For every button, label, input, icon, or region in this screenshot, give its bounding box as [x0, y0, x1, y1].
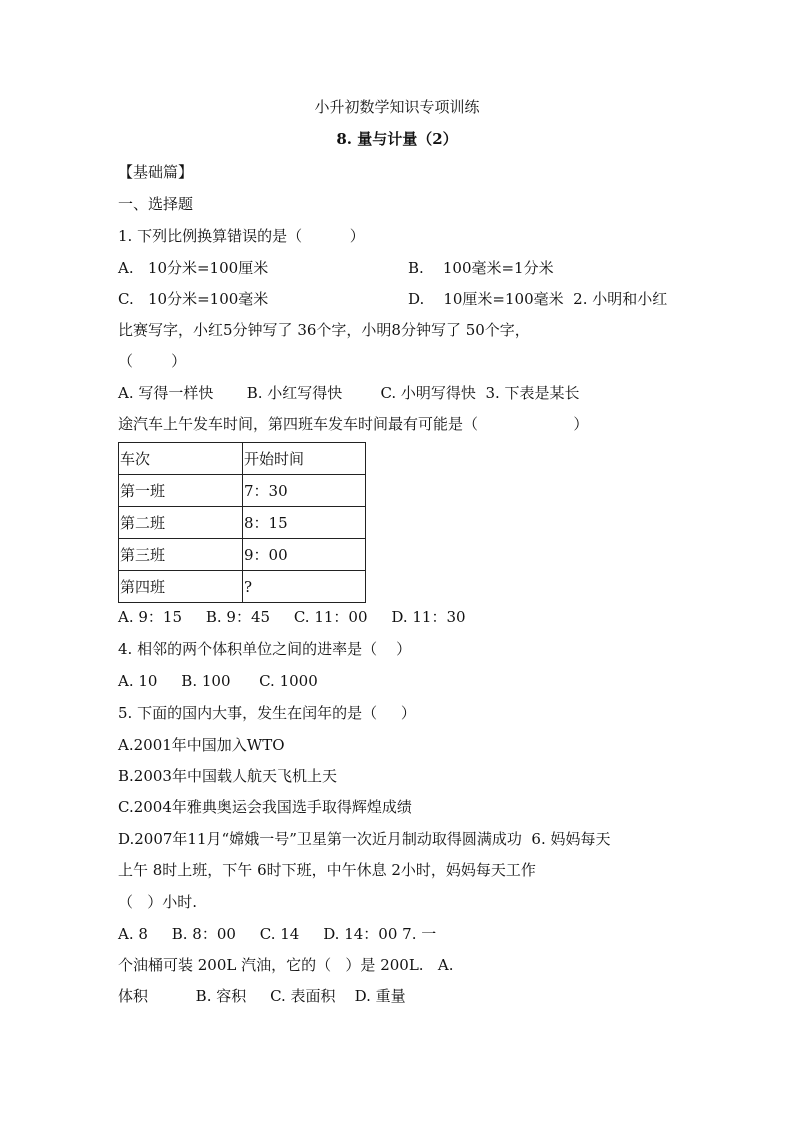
table-header-row: [119, 443, 366, 475]
document-title: 小升初数学知识专项训练: [314, 98, 480, 116]
question-5-option-b: B.2003年中国载人航天飞机上天: [118, 767, 337, 785]
table-cell: 第三班: [119, 539, 243, 571]
question-3-options: A. 9：15 B. 9：45 C. 11：00 D. 11：30: [118, 608, 466, 626]
table-row: [119, 475, 366, 507]
question-1-stem: 1. 下列比例换算错误的是（ ）: [118, 227, 365, 245]
table-row: [119, 539, 366, 571]
question-6-stem: 上午 8时上班，下午 6时下班，中午休息 2小时，妈妈每天工作: [118, 861, 536, 879]
question-6-options: A. 8 B. 8：00 C. 14 D. 14：00 7. 一: [118, 925, 437, 943]
part-heading: 一、选择题: [118, 195, 194, 213]
table-cell: 7：30: [243, 475, 366, 507]
question-5-option-a: A.2001年中国加入WTO: [118, 736, 285, 754]
question-4-options: A. 10 B. 100 C. 1000: [118, 672, 318, 690]
question-6-blank: （ ）小时.: [118, 893, 198, 911]
section-heading: 【基础篇】: [118, 163, 194, 181]
table-cell: ?: [243, 571, 366, 603]
table-header-cell: 车次: [119, 443, 243, 475]
question-1-option-a: A. 10分米=100厘米: [118, 259, 269, 277]
table-row: [119, 507, 366, 539]
question-2-options: A. 写得一样快 B. 小红写得快 C. 小明写得快 3. 下表是某长: [118, 384, 580, 402]
question-2-blank: （ ）: [118, 352, 187, 370]
question-7-options: 体积 B. 容积 C. 表面积 D. 重量: [118, 987, 406, 1005]
table-cell: 第四班: [119, 571, 243, 603]
table-cell: 第一班: [119, 475, 243, 507]
question-2-stem: 比赛写字，小红5分钟写了 36个字，小明8分钟写了 50个字，: [118, 321, 530, 339]
question-4-stem: 4. 相邻的两个体积单位之间的进率是（ ）: [118, 640, 412, 658]
table-row: [119, 571, 366, 603]
question-5-stem: 5. 下面的国内大事，发生在闰年的是（ ）: [118, 704, 416, 722]
table-cell: 9：00: [243, 539, 366, 571]
question-7-stem: 个油桶可装 200L 汽油，它的（ ）是 200L. A.: [118, 956, 454, 974]
question-3-stem: 途汽车上午发车时间，第四班车发车时间最有可能是（ ）: [118, 415, 589, 433]
table-header-cell: 开始时间: [243, 443, 366, 475]
question-1-option-b: B. 100毫米=1分米: [408, 259, 554, 277]
table-cell: 第二班: [119, 507, 243, 539]
question-1-option-d: D. 10厘米=100毫米 2. 小明和小红: [408, 290, 668, 308]
question-5-option-d: D.2007年11月“嫦娥一号”卫星第一次近月制动取得圆满成功 6. 妈妈每天: [118, 830, 611, 848]
question-5-option-c: C.2004年雅典奥运会我国选手取得辉煌成绩: [118, 798, 412, 816]
question-1-option-c: C. 10分米=100毫米: [118, 290, 269, 308]
document-subtitle: 8. 量与计量（2）: [336, 130, 458, 148]
schedule-table: [118, 442, 366, 603]
table-cell: 8：15: [243, 507, 366, 539]
